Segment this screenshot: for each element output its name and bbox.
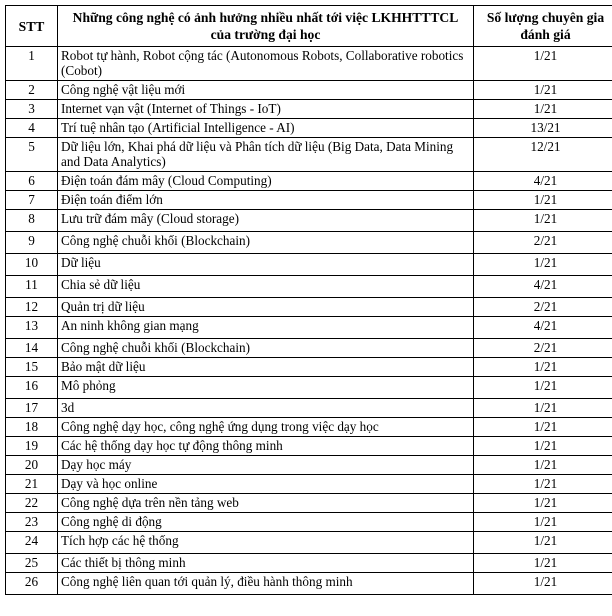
table-header-row [6,6,612,47]
row-stt: 11 [6,276,58,298]
row-expert-count: 4/21 [474,172,612,191]
row-technology: Điện toán đám mây (Cloud Computing) [58,172,474,191]
row-stt: 1 [6,47,58,81]
row-expert-count: 12/21 [474,138,612,172]
row-technology: Các thiết bị thông minh [58,554,474,573]
row-expert-count: 1/21 [474,532,612,554]
table-row [6,119,612,138]
row-stt: 18 [6,418,58,437]
table-row [6,554,612,573]
row-technology: Quản trị dữ liệu [58,298,474,317]
row-expert-count: 1/21 [474,254,612,276]
row-expert-count: 1/21 [474,377,612,399]
row-expert-count: 4/21 [474,317,612,339]
row-stt: 8 [6,210,58,232]
row-stt: 17 [6,399,58,418]
table-row [6,317,612,339]
row-stt: 7 [6,191,58,210]
table-row [6,47,612,81]
table-row [6,81,612,100]
table-row [6,210,612,232]
row-technology: Robot tự hành, Robot cộng tác (Autonomous Robots, Collaborative robotics (Cobot) [58,47,474,81]
table-row [6,191,612,210]
row-technology: Công nghệ chuỗi khối (Blockchain) [58,232,474,254]
row-expert-count: 1/21 [474,191,612,210]
row-expert-count: 1/21 [474,456,612,475]
row-technology: Internet vạn vật (Internet of Things - IoT) [58,100,474,119]
row-technology: An ninh không gian mạng [58,317,474,339]
row-stt: 26 [6,573,58,595]
row-stt: 5 [6,138,58,172]
row-technology: Điện toán điểm lớn [58,191,474,210]
row-expert-count: 1/21 [474,418,612,437]
row-technology: Công nghệ dạy học, công nghệ ứng dụng trong việc dạy học [58,418,474,437]
row-expert-count: 1/21 [474,81,612,100]
row-expert-count: 1/21 [474,47,612,81]
row-stt: 6 [6,172,58,191]
row-technology: Công nghệ chuỗi khối (Blockchain) [58,339,474,358]
table-row [6,475,612,494]
row-stt: 15 [6,358,58,377]
row-technology: Công nghệ dựa trên nền tảng web [58,494,474,513]
table-row [6,276,612,298]
row-technology: Trí tuệ nhân tạo (Artificial Intelligence - AI) [58,119,474,138]
row-stt: 16 [6,377,58,399]
row-expert-count: 2/21 [474,232,612,254]
row-technology: Tích hợp các hệ thống [58,532,474,554]
table-row [6,399,612,418]
row-stt: 19 [6,437,58,456]
row-technology: Mô phỏng [58,377,474,399]
header-expert-count: Số lượng chuyên gia đánh giá [474,6,612,47]
row-expert-count: 4/21 [474,276,612,298]
row-stt: 4 [6,119,58,138]
row-technology: Chia sẻ dữ liệu [58,276,474,298]
row-stt: 21 [6,475,58,494]
row-technology: Dạy và học online [58,475,474,494]
row-technology: Dữ liệu [58,254,474,276]
table-row [6,298,612,317]
header-technology: Những công nghệ có ảnh hưởng nhiều nhất tới việc LKHHTTTCL của trường đại học [58,6,474,47]
table-row [6,418,612,437]
table-row [6,358,612,377]
row-technology: Dạy học máy [58,456,474,475]
table-row [6,532,612,554]
table-row [6,513,612,532]
row-expert-count: 1/21 [474,513,612,532]
row-stt: 10 [6,254,58,276]
row-stt: 25 [6,554,58,573]
row-stt: 20 [6,456,58,475]
row-expert-count: 1/21 [474,494,612,513]
table-row [6,100,612,119]
technology-table [5,5,612,595]
row-expert-count: 13/21 [474,119,612,138]
row-expert-count: 2/21 [474,339,612,358]
row-technology: Công nghệ vật liệu mới [58,81,474,100]
row-expert-count: 1/21 [474,100,612,119]
row-expert-count: 1/21 [474,210,612,232]
row-stt: 14 [6,339,58,358]
table-row [6,172,612,191]
table-row [6,573,612,595]
row-stt: 22 [6,494,58,513]
row-technology: Công nghệ di động [58,513,474,532]
row-technology: 3d [58,399,474,418]
row-technology: Công nghệ liên quan tới quản lý, điều hành thông minh [58,573,474,595]
row-technology: Bảo mật dữ liệu [58,358,474,377]
row-stt: 3 [6,100,58,119]
row-stt: 23 [6,513,58,532]
row-expert-count: 1/21 [474,358,612,377]
table-row [6,339,612,358]
table-row [6,138,612,172]
row-technology: Lưu trữ đám mây (Cloud storage) [58,210,474,232]
table-row [6,494,612,513]
row-stt: 24 [6,532,58,554]
header-stt: STT [6,6,58,47]
table-row [6,254,612,276]
table-body [6,47,612,595]
row-stt: 9 [6,232,58,254]
row-expert-count: 1/21 [474,554,612,573]
table-row [6,437,612,456]
table-row [6,456,612,475]
table-row [6,377,612,399]
row-stt: 13 [6,317,58,339]
row-expert-count: 1/21 [474,573,612,595]
row-technology: Dữ liệu lớn, Khai phá dữ liệu và Phân tích dữ liệu (Big Data, Data Mining and Data Analytics) [58,138,474,172]
row-expert-count: 1/21 [474,437,612,456]
table-row [6,232,612,254]
row-stt: 2 [6,81,58,100]
row-expert-count: 2/21 [474,298,612,317]
row-expert-count: 1/21 [474,475,612,494]
row-expert-count: 1/21 [474,399,612,418]
row-technology: Các hệ thống dạy học tự động thông minh [58,437,474,456]
row-stt: 12 [6,298,58,317]
